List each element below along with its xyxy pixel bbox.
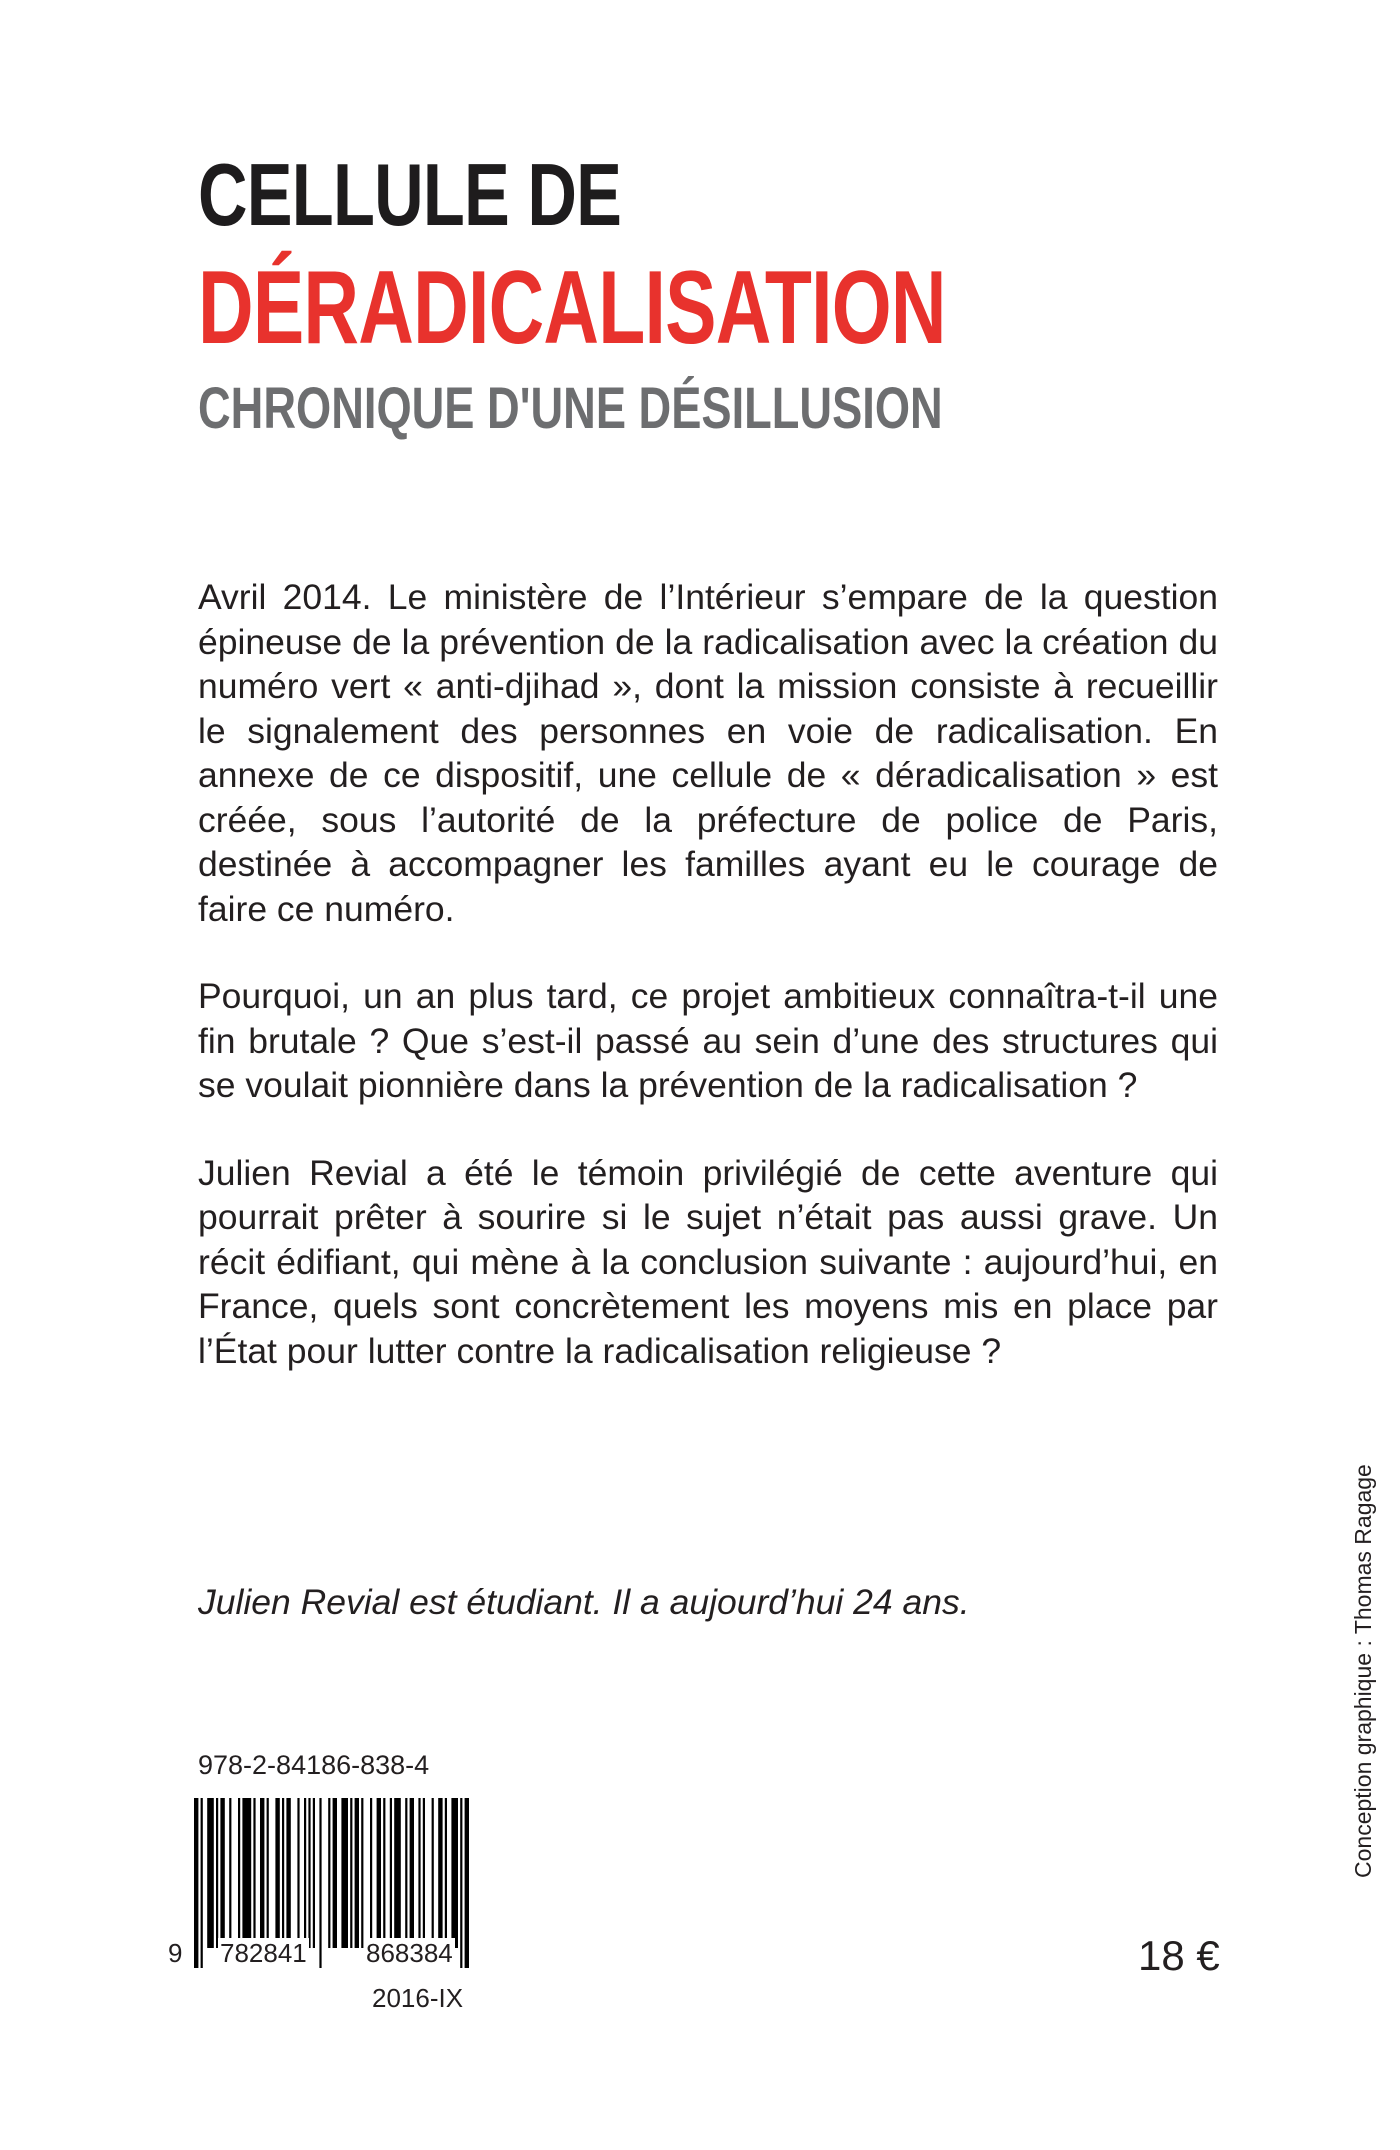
- barcode-bar: [201, 1798, 203, 1968]
- barcode-bar: [383, 1798, 385, 1948]
- barcode-bar: [361, 1798, 363, 1948]
- price: 18 €: [1138, 1932, 1220, 1979]
- barcode-bar: [194, 1798, 198, 1968]
- barcode-bar: [451, 1798, 458, 1948]
- blurb-paragraph-1: Avril 2014. Le ministère de l’Intérieur s’empare de la question épineuse de la prévention de la radicalisation avec la création du numéro vert « anti-djihad », dont la mission consiste à recueillir le signalement des personnes en voie de radicalisation. En annexe de ce dispositif, une cellule de « déradicalisation » est créée, sous l’autorité de la préfecture de police de Paris, destinée à accompagner les familles ayant eu le courage de faire ce numéro.: [198, 577, 1218, 929]
- barcode-digits-right: 868384: [366, 1938, 453, 1968]
- barcode-bar: [319, 1798, 321, 1968]
- barcode-bar: [313, 1798, 315, 1948]
- barcode-digit-first: 9: [168, 1938, 183, 1968]
- barcode-bar: [418, 1798, 420, 1948]
- barcode-digits-left: 782841: [220, 1938, 307, 1968]
- barcode-bar: [410, 1798, 414, 1948]
- barcode-bar: [328, 1798, 330, 1948]
- barcode-bar: [432, 1798, 434, 1948]
- isbn: 978-2-84186-838-4: [198, 1750, 430, 1780]
- barcode-bar: [405, 1798, 407, 1948]
- barcode-bar: [308, 1798, 310, 1948]
- book-title-line2: DÉRADICALISATION: [198, 250, 946, 366]
- barcode-bar: [207, 1798, 214, 1948]
- barcode-bar: [341, 1798, 348, 1948]
- barcode-bar: [350, 1798, 352, 1948]
- print-reference: 2016-IX: [372, 1983, 464, 2013]
- barcode-bar: [297, 1798, 299, 1948]
- author-bio: Julien Revial est étudiant. Il a aujourd’hui 24 ans.: [198, 1582, 970, 1622]
- blurb-paragraph-3: Julien Revial a été le témoin privilégié de cette aventure qui pourrait prêter à sourire si le sujet n’était pas aussi grave. Un récit édifiant, qui mène à la conclusion suivante : aujourd’hui, en France, quels sont concrètement les moyens mis en place par l’État pour lutter contre la radicalisation religieuse ?: [198, 1152, 1218, 1371]
- barcode-bar: [438, 1798, 442, 1948]
- barcode-bar: [238, 1798, 240, 1948]
- barcode-bar: [377, 1798, 381, 1948]
- blurb: [198, 575, 1218, 1416]
- barcode-bar: [390, 1798, 392, 1948]
- barcode-bar: [220, 1798, 224, 1948]
- barcode-bar: [333, 1798, 337, 1948]
- barcode-bar: [465, 1798, 469, 1968]
- barcode-bar: [253, 1798, 255, 1948]
- title-block: [198, 140, 1198, 444]
- barcode-bar: [260, 1798, 264, 1948]
- barcode-bar: [304, 1798, 306, 1948]
- barcode-bar: [286, 1798, 290, 1948]
- barcode-bar: [445, 1798, 447, 1948]
- barcode-bar: [267, 1798, 269, 1948]
- barcode-bar: [282, 1798, 284, 1948]
- design-credit: Conception graphique : Thomas Ragage: [1350, 1464, 1376, 1878]
- barcode-bar: [275, 1798, 279, 1948]
- blurb-paragraph-2: Pourquoi, un an plus tard, ce projet ambitieux connaîtra-t-il une fin brutale ? Que s’est-il passé au sein d’une des structures qui se voulait pionnière dans la prévention de la radicalisation ?: [198, 976, 1218, 1105]
- barcode-bar: [423, 1798, 425, 1948]
- barcode-bar: [216, 1798, 218, 1948]
- book-subtitle: CHRONIQUE D'UNE DÉSILLUSION: [198, 376, 943, 441]
- barcode-bar: [242, 1798, 251, 1948]
- barcode-bar: [370, 1798, 372, 1948]
- barcode-bar: [460, 1798, 462, 1968]
- book-title-line1: CELLULE DE: [198, 145, 622, 244]
- barcode-bar: [355, 1798, 359, 1948]
- barcode-bar: [394, 1798, 401, 1948]
- barcode-bar: [229, 1798, 231, 1948]
